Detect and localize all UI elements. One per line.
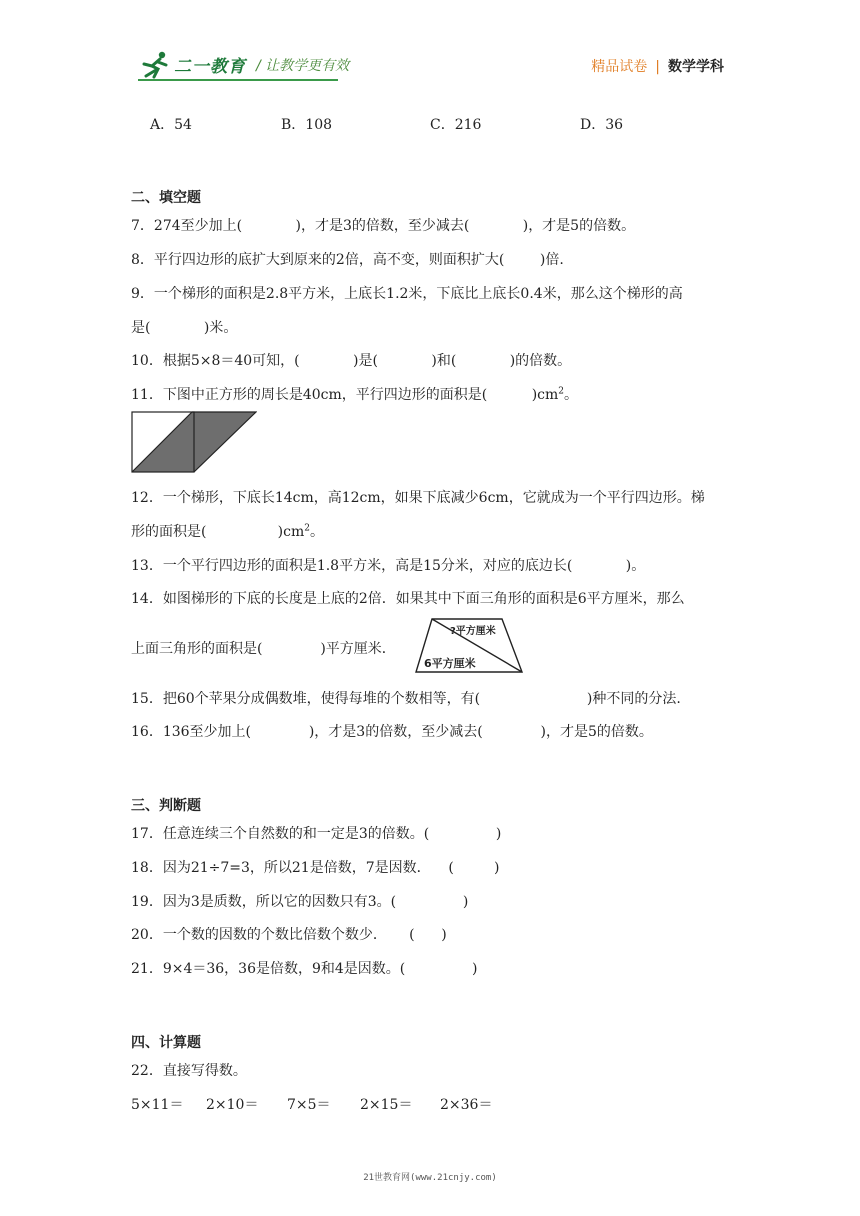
page-header bbox=[0, 0, 860, 100]
question-13: 13．一个平行四边形的面积是1.8平方米，高是15分米，对应的底边长( )。 bbox=[131, 558, 646, 574]
question-20: 20．一个数的因数的个数比倍数个数少． ( ) bbox=[131, 927, 447, 943]
question-7: 7．274至少加上( )，才是3的倍数，至少减去( )，才是5的倍数。 bbox=[131, 218, 636, 234]
runner-logo-icon bbox=[138, 50, 174, 80]
calc-item: 2×10＝ bbox=[206, 1097, 259, 1113]
question-18: 18．因为21÷7=3，所以21是倍数，7是因数． ( ) bbox=[131, 860, 500, 876]
calc-item: 7×5＝ bbox=[287, 1097, 331, 1113]
question-11-text: 11．下图中正方形的周长是40cm，平行四边形的面积是( )cm bbox=[131, 387, 559, 403]
question-10: 10．根据5×8＝40可知，( )是( )和( )的倍数。 bbox=[131, 353, 572, 369]
header-underline bbox=[138, 79, 338, 81]
logo-text: 二一教育 bbox=[174, 57, 246, 77]
question-12-text: 形的面积是( )cm bbox=[131, 524, 305, 540]
question-12-sup: 2 bbox=[304, 523, 310, 534]
header-label: 精品试卷 bbox=[591, 59, 648, 75]
option-d: D．36 bbox=[580, 117, 624, 133]
calc-item: 2×36＝ bbox=[440, 1097, 493, 1113]
question-9-line2: 是( )米。 bbox=[131, 320, 238, 336]
question-21: 21．9×4＝36，36是倍数，9和4是因数。( ) bbox=[131, 961, 478, 977]
question-16: 16．136至少加上( )，才是3的倍数，至少减去( )，才是5的倍数。 bbox=[131, 724, 653, 740]
square-parallelogram-figure bbox=[131, 411, 257, 473]
question-11-end: 。 bbox=[564, 387, 579, 403]
question-22: 22．直接写得数。 bbox=[131, 1063, 247, 1079]
header-right bbox=[591, 56, 724, 76]
question-15: 15．把60个苹果分成偶数堆，使得每堆的个数相等，有( )种不同的分法. bbox=[131, 691, 681, 707]
header-subject: 数学学科 bbox=[668, 59, 724, 75]
trapezoid-bottom-label: 6平方厘米 bbox=[424, 657, 476, 670]
header-separator: | bbox=[655, 59, 660, 75]
question-11-sup: 2 bbox=[558, 386, 565, 397]
question-9-line1: 9．一个梯形的面积是2.8平方米，上底长1.2米，下底比上底长0.4米，那么这个梯形的高 bbox=[131, 286, 683, 302]
section-judge-title: 三、判断题 bbox=[131, 798, 201, 814]
question-11 bbox=[131, 384, 578, 404]
question-14-line2: 上面三角形的面积是( )平方厘米． bbox=[131, 641, 396, 657]
option-c: C．216 bbox=[430, 117, 482, 133]
trapezoid-top-label: ?平方厘米 bbox=[450, 626, 496, 637]
question-19: 19．因为3是质数，所以它的因数只有3。( ) bbox=[131, 894, 469, 910]
option-b: B．108 bbox=[281, 117, 333, 133]
question-12-line2 bbox=[131, 521, 324, 541]
option-a: A．54 bbox=[150, 117, 192, 133]
question-14-line1: 14．如图梯形的下底的长度是上底的2倍．如果其中下面三角形的面积是6平方厘米，那么 bbox=[131, 591, 685, 607]
question-17: 17．任意连续三个自然数的和一定是3的倍数。( ) bbox=[131, 826, 502, 842]
calc-item: 5×11＝ bbox=[131, 1097, 184, 1113]
trapezoid-figure bbox=[414, 614, 524, 676]
page-footer: 21世教育网(www.21cnjy.com) bbox=[363, 1173, 497, 1183]
question-12-line1: 12．一个梯形，下底长14cm，高12cm，如果下底减少6cm，它就成为一个平行四边形。梯 bbox=[131, 490, 705, 506]
question-8: 8．平行四边形的底扩大到原来的2倍，高不变，则面积扩大( )倍. bbox=[131, 252, 564, 268]
slogan: / 让教学更有效 bbox=[256, 58, 350, 74]
question-12-end: 。 bbox=[309, 524, 324, 540]
section-calc-title: 四、计算题 bbox=[131, 1035, 201, 1051]
calc-item: 2×15＝ bbox=[360, 1097, 413, 1113]
section-fill-title: 二、填空题 bbox=[131, 190, 201, 206]
